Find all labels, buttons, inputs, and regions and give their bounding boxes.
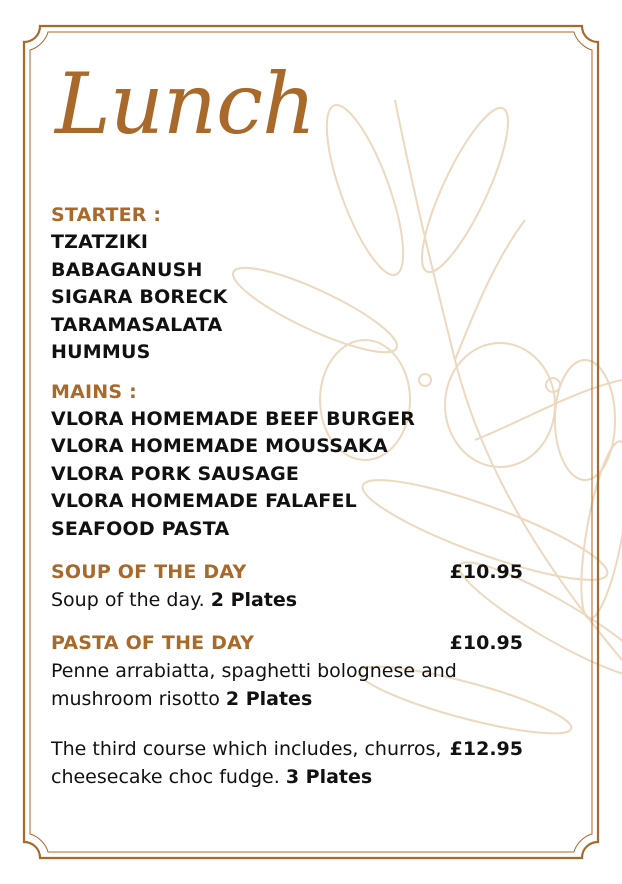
list-item: VLORA PORK SAUSAGE <box>51 462 300 485</box>
list-item: BABAGANUSH <box>51 258 203 281</box>
dessert-price: £12.95 <box>449 738 523 760</box>
soup-price: £10.95 <box>449 561 523 583</box>
dessert-desc-text: The third course which includes, churros, cheesecake choc fudge. <box>51 738 442 788</box>
list-item: TZATZIKI <box>51 231 149 253</box>
soup-heading: SOUP OF THE DAY <box>51 561 247 583</box>
dessert-row <box>51 735 523 791</box>
soup-desc-text: Soup of the day. <box>51 589 205 611</box>
pasta-plates: 2 Plates <box>225 688 313 710</box>
dessert-description <box>51 735 476 791</box>
pasta-row <box>51 630 523 657</box>
list-item: TARAMASALATA <box>51 313 223 336</box>
list-item: HUMMUS <box>51 341 151 363</box>
list-item: VLORA HOMEMADE MOUSSAKA <box>51 435 388 457</box>
starter-heading: STARTER : <box>51 204 162 226</box>
pasta-heading: PASTA OF THE DAY <box>51 632 255 654</box>
soup-row <box>51 559 523 586</box>
dessert-plates: 3 Plates <box>285 766 373 788</box>
page-title: Lunch <box>55 55 316 153</box>
list-item: VLORA HOMEMADE FALAFEL <box>51 490 357 512</box>
soup-description <box>51 586 491 614</box>
soup-plates: 2 Plates <box>210 589 298 611</box>
pasta-description <box>51 657 491 713</box>
list-item: VLORA HOMEMADE BEEF BURGER <box>51 407 416 430</box>
list-item: SIGARA BORECK <box>51 286 228 308</box>
list-item: SEAFOOD PASTA <box>51 517 230 540</box>
pasta-desc-text: Penne arrabiatta, spaghetti bolognese and mushroom risotto <box>51 660 457 710</box>
pasta-price: £10.95 <box>449 632 523 654</box>
mains-heading: MAINS : <box>51 380 137 403</box>
menu-content <box>51 202 531 791</box>
